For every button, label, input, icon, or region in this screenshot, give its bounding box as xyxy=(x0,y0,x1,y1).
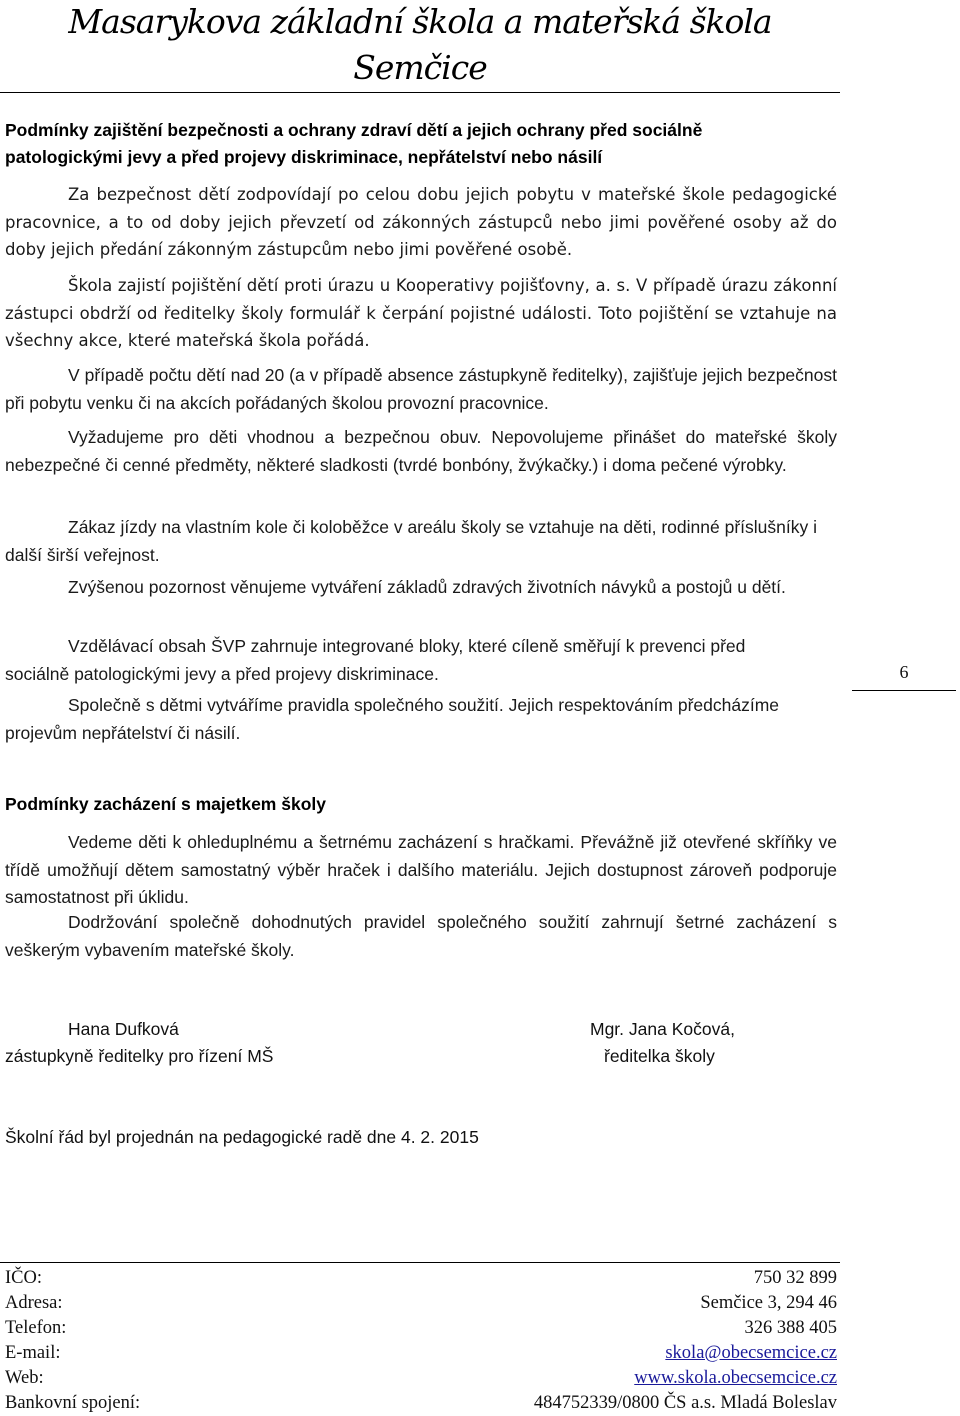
approval-note: Školní řád byl projednán na pedagogické radě dne 4. 2. 2015 xyxy=(5,1127,479,1147)
section-title: Podmínky zajištění bezpečnosti a ochrany zdraví dětí a jejich ochrany před sociálně xyxy=(5,120,703,140)
footer-row-phone xyxy=(5,1316,837,1341)
footer-value: 750 32 899 xyxy=(753,1268,837,1288)
footer-label: Adresa: xyxy=(5,1293,63,1313)
paragraph-rules: Společně s dětmi vytváříme pravidla společného soužití. Jejich respektováním předcházíme projevům nepřátelství či násilí. xyxy=(5,695,780,743)
email-link[interactable]: skola@obecsemcice.cz xyxy=(665,1343,837,1363)
footer-value: 484752339/0800 ČS a.s. Mladá Boleslav xyxy=(533,1393,837,1413)
signature-right-name: Mgr. Jana Kočová, xyxy=(590,1019,735,1039)
paragraph-safety: Za bezpečnost dětí zodpovídají po celou dobu jejich pobytu v mateřské škole pedagogické pracovnice, a to od doby jejich převzetí od zákonných zástupců nebo jimi pověřené osoby až do doby jejich předání zákonným zástupcům nebo jimi pověřené osobě. xyxy=(5,185,837,259)
paragraph-toys: Vedeme děti k ohleduplnému a šetrnému zacházení s hračkami. Převážně již otevřené skříňky ve třídě umožňují dětem samostatný výběr hraček i dalšího materiálu. Jejich dostupnost zároveň podporuje samostatnost při úklidu. xyxy=(5,832,837,907)
signature-left-name: Hana Dufková xyxy=(68,1019,179,1039)
footer-label: Telefon: xyxy=(5,1318,67,1338)
web-link[interactable]: www.skola.obecsemcice.cz xyxy=(634,1368,837,1388)
footer-rule xyxy=(0,1262,840,1263)
footer-value: Semčice 3, 294 46 xyxy=(700,1293,837,1313)
page-number-rule xyxy=(852,690,956,691)
footer-row-email xyxy=(5,1341,837,1366)
school-name: Masarykova základní škola a mateřská škola xyxy=(68,2,772,41)
section-title-continued: patologickými jevy a před projevy diskriminace, nepřátelství nebo násilí xyxy=(5,147,603,167)
paragraph-equipment: Dodržování společně dohodnutých pravidel společného soužití zahrnují šetrné zacházení s veškerým vybavením mateřské školy. xyxy=(5,912,837,960)
paragraph-insurance: Škola zajistí pojištění dětí proti úrazu u Kooperativy pojišťovny, a. s. V případě úrazu zákonní zástupci obdrží od ředitelky školy formulář k čerpání pojistné události. Toto pojištění se vztahuje na všechny akce, které mateřská škola pořádá. xyxy=(5,276,837,350)
footer-row-ico xyxy=(5,1266,837,1291)
footer-row-address xyxy=(5,1291,837,1316)
paragraph-bikes: Zákaz jízdy na vlastním kole či koloběžce v areálu školy se vztahuje na děti, rodinné příslušníky i další širší veřejnost. xyxy=(5,517,817,565)
footer-value: 326 388 405 xyxy=(744,1318,837,1338)
footer-row-web xyxy=(5,1366,837,1391)
signature-left-role: zástupkyně ředitelky pro řízení MŠ xyxy=(5,1046,274,1066)
header-rule xyxy=(0,92,840,93)
paragraph-habits: Zvýšenou pozornost věnujeme vytváření základů zdravých životních návyků a postojů u dětí. xyxy=(68,577,786,597)
school-location: Semčice xyxy=(353,48,487,87)
footer-row-bank xyxy=(5,1391,837,1416)
footer-label: IČO: xyxy=(5,1268,42,1288)
paragraph-staffing: V případě počtu dětí nad 20 (a v případě absence zástupkyně ředitelky), zajišťuje jejich bezpečnost při pobytu venku či na akcích pořádaných školou provozní pracovnice. xyxy=(5,365,837,413)
footer-label: Web: xyxy=(5,1368,44,1388)
footer-label: E-mail: xyxy=(5,1343,61,1363)
signature-right-role: ředitelka školy xyxy=(604,1046,715,1066)
footer-label: Bankovní spojení: xyxy=(5,1393,141,1413)
paragraph-curriculum: Vzdělávací obsah ŠVP zahrnuje integrované bloky, které cíleně směřují k prevenci před sociálně patologickými jevy a před projevy diskriminace. xyxy=(5,636,746,684)
page-number: 6 xyxy=(899,662,909,682)
paragraph-footwear: Vyžadujeme pro děti vhodnou a bezpečnou obuv. Nepovolujeme přinášet do mateřské školy nebezpečné či cenné předměty, některé sladkosti (tvrdé bonbóny, žvýkačky.) i doma pečené výrobky. xyxy=(5,427,837,475)
section-title-property: Podmínky zacházení s majetkem školy xyxy=(5,794,326,814)
